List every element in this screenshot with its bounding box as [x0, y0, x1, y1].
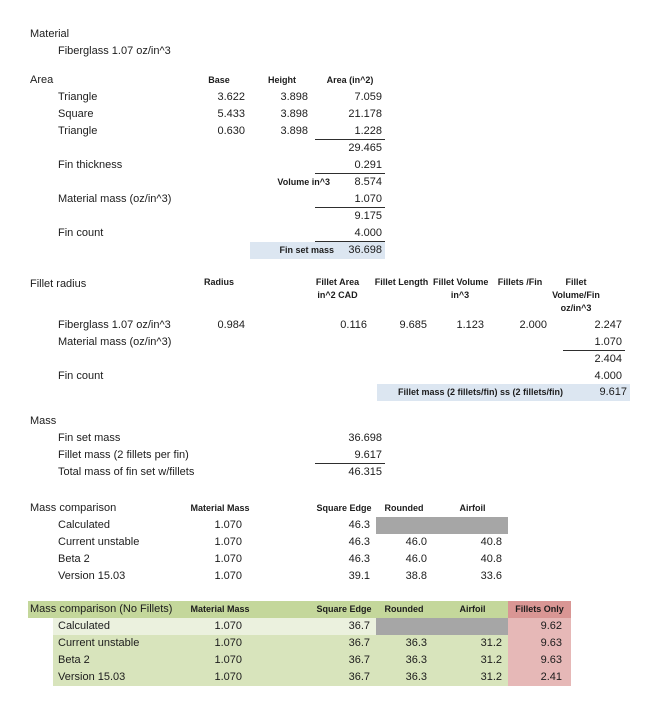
material-mass-value[interactable]: 1.070 [214, 637, 242, 649]
fillet-header-per-fin[interactable]: Fillets /Fin [497, 277, 543, 287]
comparison-nf-row-current-unstable [0, 635, 665, 652]
row-label[interactable]: Beta 2 [58, 654, 90, 666]
comparison-nf-header-material-mass[interactable]: Material Mass [190, 604, 250, 614]
square-edge-value[interactable]: 36.7 [348, 654, 370, 666]
comparison-title-cell[interactable]: Mass comparison [30, 502, 117, 514]
height-value[interactable]: 3.898 [280, 125, 308, 137]
row-value[interactable]: 46.315 [348, 466, 382, 478]
comparison-row-current-unstable [0, 534, 665, 551]
fin-thickness-row [0, 157, 665, 174]
fillet-header-volume[interactable]: Fillet Volume [433, 277, 489, 287]
material-mass-value[interactable]: 1.070 [214, 620, 242, 632]
fillet-material-mass-label[interactable]: Material mass (oz/in^3) [58, 336, 172, 348]
row-label[interactable]: Version 15.03 [58, 570, 126, 582]
comparison-nf-title-cell[interactable]: Mass comparison (No Fillets) [30, 603, 173, 615]
fillet-length-value[interactable]: 9.685 [399, 319, 427, 331]
fillet-header-volume-units[interactable]: in^3 [450, 290, 470, 300]
row-label[interactable]: Fin set mass [58, 432, 121, 444]
airfoil-value[interactable]: 33.6 [480, 570, 502, 582]
row-label[interactable]: Fillet mass (2 fillets per fin) [58, 449, 189, 461]
fillet-title-cell[interactable]: Fillet radius [30, 278, 87, 290]
material-title-cell[interactable]: Material [30, 28, 70, 40]
comparison-nf-header-square-edge[interactable]: Square Edge [316, 604, 372, 614]
rounded-value[interactable]: 38.8 [405, 570, 427, 582]
fillets-only-value[interactable]: 9.62 [508, 618, 571, 635]
area-header-height[interactable]: Height [268, 75, 296, 85]
comparison-nf-header-row [0, 601, 665, 618]
fillet-material-mass-value[interactable]: 1.070 [563, 334, 625, 351]
fillet-header-area[interactable]: Fillet Area [315, 277, 360, 287]
fin-count-row [0, 225, 665, 242]
volume-row [0, 174, 665, 191]
mass-title-cell[interactable]: Mass [30, 415, 57, 427]
material-mass-value[interactable]: 1.070 [315, 191, 385, 208]
square-edge-value[interactable]: 46.3 [348, 536, 370, 548]
fillet-fin-count-value[interactable]: 4.000 [563, 368, 625, 385]
fillet-material-mass-row [0, 334, 665, 351]
fillets-only-value[interactable]: 9.63 [508, 652, 571, 669]
fillet-header-radius[interactable]: Radius [203, 277, 234, 287]
fillet-fin-count-row [0, 368, 665, 385]
material-mass-value[interactable]: 1.070 [214, 553, 242, 565]
fillet-mass-row [0, 384, 665, 401]
area-header-base[interactable]: Base [208, 75, 230, 85]
mass-row-fillet [0, 447, 665, 464]
comparison-row-beta2 [0, 551, 665, 568]
row-value[interactable]: 9.617 [315, 447, 385, 464]
material-mass-value[interactable]: 1.070 [214, 671, 242, 683]
material-mass-value[interactable]: 1.070 [214, 519, 242, 531]
rounded-value[interactable]: 36.3 [405, 654, 427, 666]
fillet-header-vpf-units[interactable]: oz/in^3 [560, 303, 592, 313]
area-row-square [0, 106, 665, 123]
comparison-nf-header-airfoil[interactable]: Airfoil [459, 604, 486, 614]
comparison-header-material-mass[interactable]: Material Mass [190, 503, 250, 513]
row-label[interactable]: Version 15.03 [58, 671, 126, 683]
row-label[interactable]: Beta 2 [58, 553, 90, 565]
fin-set-mass-row [0, 242, 665, 259]
comparison-header-square-edge[interactable]: Square Edge [316, 503, 372, 513]
fillet-header-area-units[interactable]: in^2 CAD [317, 290, 358, 300]
fin-set-mass-label[interactable]: Fin set mass [250, 242, 334, 259]
fillet-data-row [0, 317, 665, 334]
fillets-only-value[interactable]: 2.41 [508, 669, 571, 686]
comparison-nf-row-beta2 [0, 652, 665, 669]
airfoil-value[interactable]: 40.8 [480, 536, 502, 548]
square-edge-value[interactable]: 46.3 [348, 519, 370, 531]
fillet-volume-per-fin-value[interactable]: 2.247 [594, 319, 622, 331]
row-label[interactable]: Calculated [58, 620, 110, 632]
base-value[interactable]: 5.433 [217, 108, 245, 120]
rounded-value[interactable]: 46.0 [405, 553, 427, 565]
square-edge-value[interactable]: 36.7 [348, 637, 370, 649]
fillet-mass-value[interactable]: 9.617 [563, 384, 630, 401]
square-edge-value[interactable]: 36.7 [348, 620, 370, 632]
fillet-volume-value[interactable]: 1.123 [456, 319, 484, 331]
fin-count-value[interactable]: 4.000 [315, 225, 385, 242]
single-fin-mass-row [0, 208, 665, 225]
rounded-value[interactable]: 36.3 [405, 671, 427, 683]
mass-row-fin-set [0, 430, 665, 447]
comparison-row-version-1503 [0, 568, 665, 585]
blocked-cells [376, 618, 508, 635]
mass-row-total [0, 464, 665, 481]
area-value[interactable]: 7.059 [354, 91, 382, 103]
fin-thickness-label[interactable]: Fin thickness [58, 159, 123, 171]
area-subtotal[interactable]: 29.465 [348, 142, 382, 154]
area-row-triangle1 [0, 89, 665, 106]
area-title-cell[interactable]: Area [30, 74, 54, 86]
airfoil-value[interactable]: 31.2 [480, 654, 502, 666]
airfoil-value[interactable]: 31.2 [480, 671, 502, 683]
fin-set-mass-value[interactable]: 36.698 [334, 242, 385, 259]
fillet-subtotal-value[interactable]: 2.404 [594, 353, 622, 365]
row-value[interactable]: 36.698 [348, 432, 382, 444]
area-value[interactable]: 21.178 [348, 108, 382, 120]
square-edge-value[interactable]: 39.1 [348, 570, 370, 582]
comparison-nf-row-calculated [0, 618, 665, 635]
rounded-value[interactable]: 36.3 [405, 637, 427, 649]
volume-label[interactable]: Volume in^3 [277, 177, 330, 187]
row-label[interactable]: Square [58, 108, 94, 120]
material-value-row [0, 43, 665, 60]
row-label[interactable]: Calculated [58, 519, 110, 531]
height-value[interactable]: 3.898 [280, 91, 308, 103]
fillet-header-vpf2[interactable]: Volume/Fin [552, 290, 600, 300]
airfoil-value[interactable]: 31.2 [480, 637, 502, 649]
material-mass-value[interactable]: 1.070 [214, 536, 242, 548]
fillet-mass-label[interactable]: Fillet mass (2 fillets/fin) ss (2 fillets/fin) [377, 384, 563, 401]
fillet-fin-count-label[interactable]: Fin count [58, 370, 104, 382]
row-label[interactable]: Current unstable [58, 637, 140, 649]
comparison-header-rounded[interactable]: Rounded [384, 503, 424, 513]
material-mass-value[interactable]: 1.070 [214, 654, 242, 666]
comparison-header-row [0, 500, 665, 517]
base-value[interactable]: 0.630 [217, 125, 245, 137]
row-label[interactable]: Total mass of fin set w/fillets [58, 466, 195, 478]
mass-title-row [0, 413, 665, 430]
blocked-cells [376, 517, 508, 534]
fillets-only-value[interactable]: 9.63 [508, 635, 571, 652]
fillet-subtotal-row [0, 351, 665, 368]
material-mass-row [0, 191, 665, 208]
row-label[interactable]: Triangle [58, 91, 98, 103]
fin-count-label[interactable]: Fin count [58, 227, 104, 239]
single-fin-mass-value[interactable]: 9.175 [354, 210, 382, 222]
fillet-radius-value[interactable]: 0.984 [217, 319, 245, 331]
airfoil-value[interactable]: 40.8 [480, 553, 502, 565]
area-value[interactable]: 1.228 [315, 123, 385, 140]
area-subtotal-row [0, 140, 665, 157]
material-value-cell[interactable]: Fiberglass 1.07 oz/in^3 [58, 45, 171, 57]
area-row-triangle2 [0, 123, 665, 140]
volume-value[interactable]: 8.574 [354, 176, 382, 188]
height-value[interactable]: 3.898 [280, 108, 308, 120]
comparison-header-airfoil[interactable]: Airfoil [459, 503, 486, 513]
comparison-nf-header-rounded[interactable]: Rounded [384, 604, 424, 614]
material-section-row [0, 26, 665, 43]
fillet-area-value[interactable]: 0.116 [340, 319, 367, 331]
base-value[interactable]: 3.622 [217, 91, 245, 103]
fillet-material-label[interactable]: Fiberglass 1.07 oz/in^3 [58, 319, 171, 331]
fillet-header-length[interactable]: Fillet Length [374, 277, 429, 287]
comparison-nf-header-fillets-only[interactable]: Fillets Only [508, 601, 571, 618]
material-mass-label[interactable]: Material mass (oz/in^3) [58, 193, 172, 205]
fin-thickness-value[interactable]: 0.291 [315, 157, 385, 174]
material-mass-value[interactable]: 1.070 [214, 570, 242, 582]
square-edge-value[interactable]: 36.7 [348, 671, 370, 683]
comparison-row-calculated [0, 517, 665, 534]
row-label[interactable]: Current unstable [58, 536, 140, 548]
area-header-row [0, 72, 665, 89]
rounded-value[interactable]: 46.0 [405, 536, 427, 548]
fillets-per-fin-value[interactable]: 2.000 [519, 319, 547, 331]
square-edge-value[interactable]: 46.3 [348, 553, 370, 565]
area-header-area[interactable]: Area (in^2) [326, 75, 374, 85]
row-label[interactable]: Triangle [58, 125, 98, 137]
comparison-nf-row-version-1503 [0, 669, 665, 686]
fillet-header-vpf[interactable]: Fillet [565, 277, 587, 287]
